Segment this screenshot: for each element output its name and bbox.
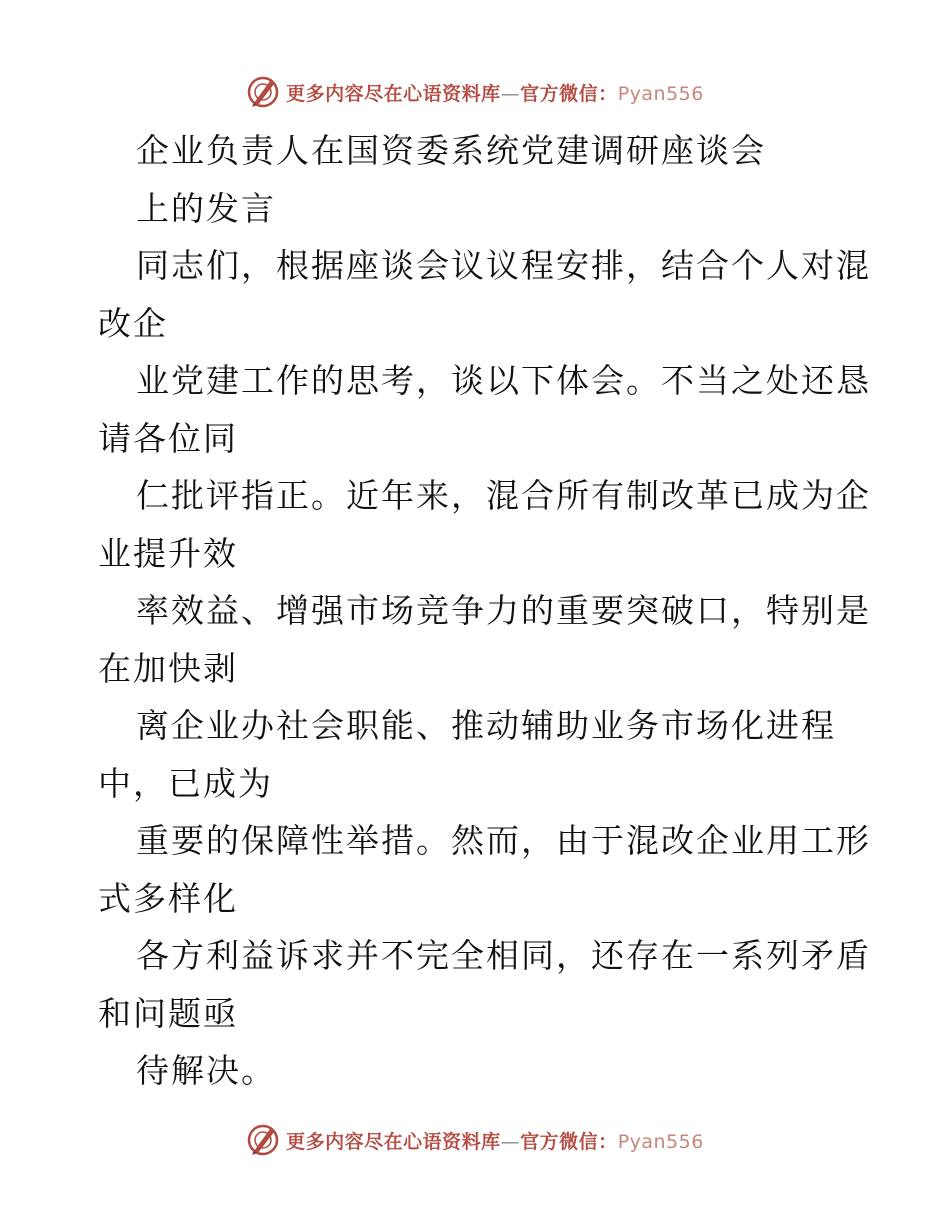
text-line: 改企 (98, 303, 168, 343)
text-line: 业党建工作的思考，谈以下体会。不当之处还恳 (136, 361, 871, 400)
document-body (98, 122, 871, 1100)
text-line: 待解决。 (136, 1051, 276, 1090)
pen-logo-icon (246, 75, 280, 109)
text-line: 率效益、增强市场竞争力的重要突破口，特别是 (136, 591, 871, 630)
watermark-text: 更多内容尽在心语资料库—官方微信：Pyan556 (286, 82, 704, 105)
text-line: 仁批评指正。近年来，混合所有制改革已成为企 (136, 476, 871, 515)
header-watermark (0, 72, 950, 112)
footer-watermark (0, 1120, 950, 1160)
text-line: 离企业办社会职能、推动辅助业务市场化进程 (136, 706, 836, 745)
watermark-text: 更多内容尽在心语资料库—官方微信：Pyan556 (286, 1130, 704, 1153)
text-line: 式多样化 (98, 878, 238, 918)
text-line: 上的发言 (136, 188, 276, 228)
text-line: 各方利益诉求并不完全相同，还存在一系列矛盾 (136, 936, 871, 975)
text-line: 在加快剥 (98, 648, 238, 688)
text-line: 中，已成为 (98, 763, 273, 803)
text-line: 同志们，根据座谈会议议程安排，结合个人对混 (136, 246, 871, 285)
text-line: 请各位同 (98, 418, 238, 458)
text-line: 重要的保障性举措。然而，由于混改企业用工形 (136, 821, 871, 860)
text-line: 企业负责人在国资委系统党建调研座谈会 (136, 131, 766, 170)
text-line: 业提升效 (98, 533, 238, 573)
text-line: 和问题亟 (98, 993, 238, 1033)
pen-logo-icon (246, 1123, 280, 1157)
